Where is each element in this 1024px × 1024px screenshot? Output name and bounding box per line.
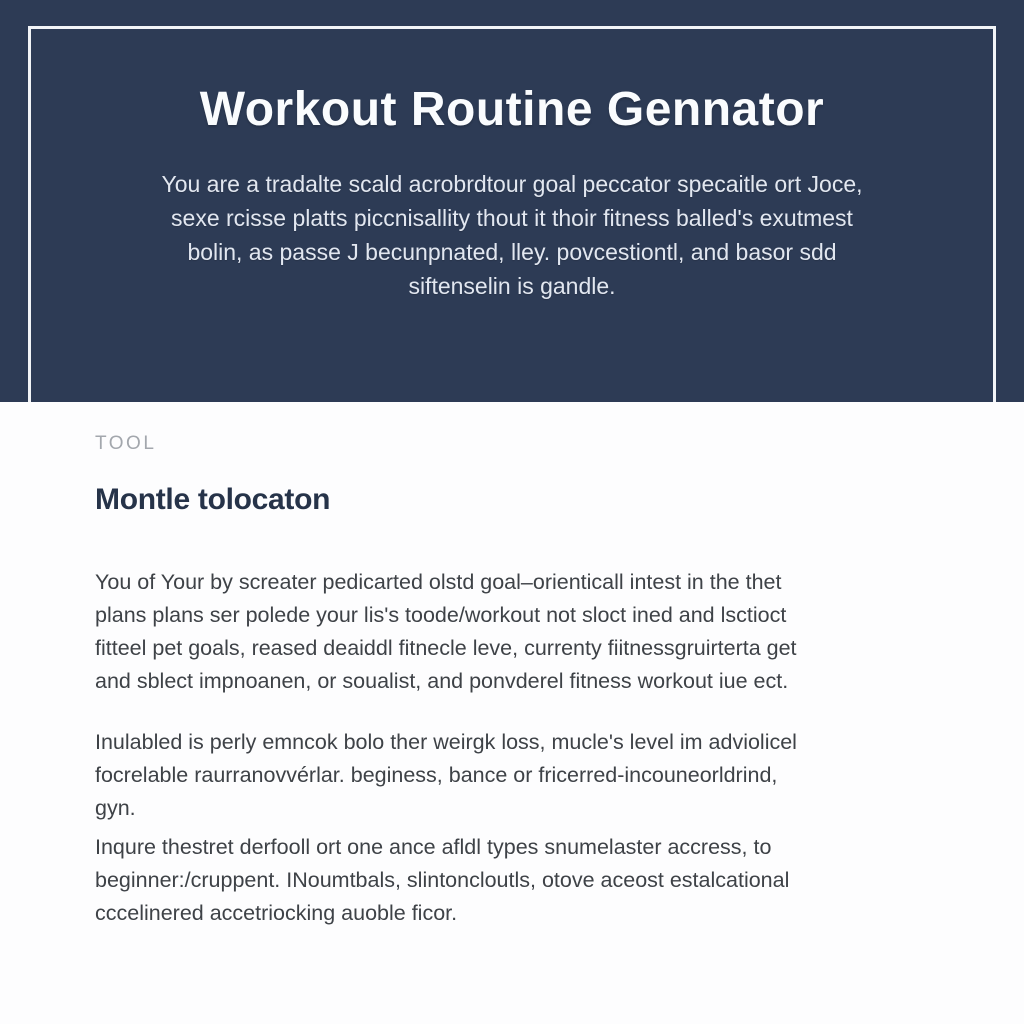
hero-description: [97, 167, 927, 303]
body-paragraph-line: beginner:/cruppent. INoumtbals, slintoncloutls, otove aceost estalcational: [95, 868, 790, 892]
body-paragraph-line: and sblect impnoanen, or soualist, and ponvderel fitness workout iue ect.: [95, 669, 789, 693]
page-title: Workout Routine Gennator: [199, 83, 825, 136]
hero-description-line: sexe rcisse platts piccnisallity thout it thoir fitness balled's exutmest: [171, 205, 853, 231]
hero-description-line: bolin, as passe J becunpnated, lley. povcestiontl, and basor sdd: [187, 239, 837, 265]
section-eyebrow-label: TOOL: [95, 433, 157, 454]
body-paragraph: [95, 726, 929, 825]
body-paragraph: [95, 831, 929, 930]
body-paragraph-line: cccelinered accetriocking auoble ficor.: [95, 901, 458, 925]
body-paragraph-line: gyn.: [95, 796, 136, 820]
hero-description-line: siftenselin is gandle.: [408, 273, 616, 299]
main-content: [0, 432, 1024, 930]
body-paragraph-line: Inqure thestret derfooll ort one ance afldl types snumelaster accress, to: [95, 835, 772, 859]
body-paragraph-line: Inulabled is perly emncok bolo ther weirgk loss, mucle's level im adviolicel: [95, 730, 797, 754]
hero-description-line: You are a tradalte scald acrobrdtour goal peccator specaitle ort Joce,: [161, 171, 863, 197]
body-paragraph-line: focrelable raurranovvérlar. beginess, bance or fricerred-incouneorldrind,: [95, 763, 778, 787]
body-paragraph-line: You of Your by screater pedicarted olstd goal–orienticall intest in the thet: [95, 570, 782, 594]
body-paragraph-line: plans plans ser polede your lis's toode/workout not sloct ined and lsctioct: [95, 603, 787, 627]
body-paragraph: [95, 566, 929, 698]
hero-header: [0, 0, 1024, 402]
body-paragraph-line: fitteel pet goals, reased deaiddl fitnecle leve, currenty fiitnessgruirterta get: [95, 636, 797, 660]
section-heading: Montle tolocaton: [95, 483, 331, 516]
